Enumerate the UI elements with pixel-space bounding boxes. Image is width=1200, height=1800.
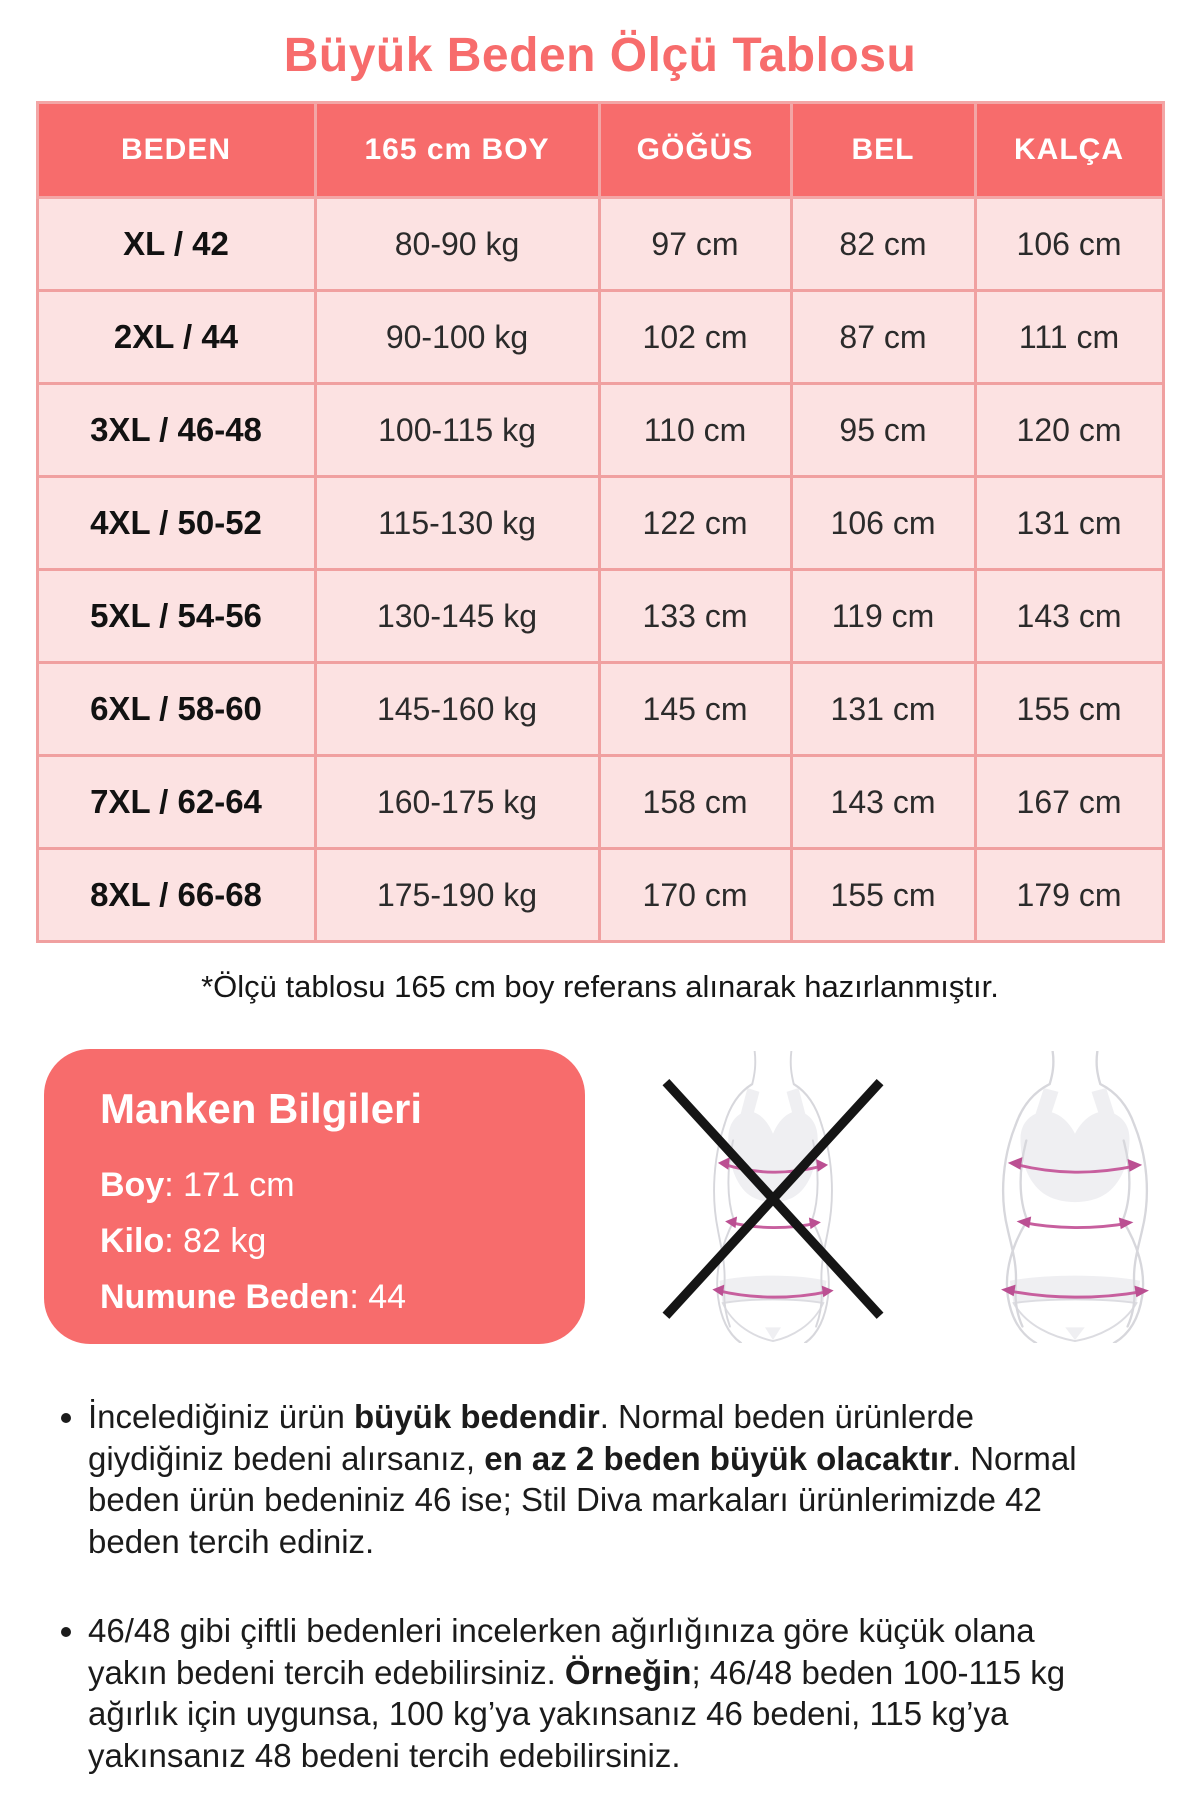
table-row <box>37 198 1163 291</box>
measurement-cell: 120 cm <box>975 384 1163 477</box>
column-header: BEDEN <box>37 103 315 198</box>
size-table <box>36 101 1165 943</box>
size-label-cell: 3XL / 46-48 <box>37 384 315 477</box>
model-info-section <box>44 1049 1200 1344</box>
size-table-body <box>37 198 1163 942</box>
size-table-header-row <box>37 103 1163 198</box>
measurement-cell: 95 cm <box>791 384 975 477</box>
measurement-cell: 90-100 kg <box>315 291 599 384</box>
size-label-cell: 8XL / 66-68 <box>37 849 315 942</box>
measurement-cell: 82 cm <box>791 198 975 291</box>
measurement-cell: 97 cm <box>599 198 791 291</box>
bullet-item: • 46/48 gibi çiftli bedenleri incelerken ağırlığınıza göre küçük olana yakın bedeni tercih edebilirsiniz. Örneğin; 46/48 beden 100-115 kg ağırlık için uygunsa, 100 kg’ya yakınsanız 46 bedeni, 115 kg’ya yakınsanız 48 bedeni tercih edebilirsiniz. <box>88 1610 1103 1776</box>
reference-note: *Ölçü tablosu 165 cm boy referans alınarak hazırlanmıştır. <box>201 969 999 1004</box>
measurement-cell: 145-160 kg <box>315 663 599 756</box>
measurement-cell: 100-115 kg <box>315 384 599 477</box>
table-row <box>37 849 1163 942</box>
size-label-cell: 4XL / 50-52 <box>37 477 315 570</box>
measurement-cell: 179 cm <box>975 849 1163 942</box>
column-header: GÖĞÜS <box>599 103 791 198</box>
model-info-title: Manken Bilgileri <box>100 1085 423 1132</box>
measurement-cell: 133 cm <box>599 570 791 663</box>
measurement-cell: 143 cm <box>791 756 975 849</box>
measurement-cell: 122 cm <box>599 477 791 570</box>
measurement-cell: 155 cm <box>791 849 975 942</box>
measurement-cell: 158 cm <box>599 756 791 849</box>
column-header: BEL <box>791 103 975 198</box>
table-row <box>37 570 1163 663</box>
measurement-cell: 143 cm <box>975 570 1163 663</box>
measurement-cell: 170 cm <box>599 849 791 942</box>
measurement-cell: 145 cm <box>599 663 791 756</box>
table-row <box>37 384 1163 477</box>
size-label-cell: 5XL / 54-56 <box>37 570 315 663</box>
measurement-cell: 110 cm <box>599 384 791 477</box>
bullet-item: • İncelediğiniz ürün büyük bedendir. Normal beden ürünlerde giydiğiniz bedeni alırsanız, en az 2 beden büyük olacaktır. Normal beden ürün bedeniniz 46 ise; Stil Diva markaları ürünlerimizde 42 beden tercih ediniz. <box>88 1396 1103 1562</box>
measurement-cell: 160-175 kg <box>315 756 599 849</box>
measurement-cell: 111 cm <box>975 291 1163 384</box>
size-label-cell: 2XL / 44 <box>37 291 315 384</box>
table-row <box>37 291 1163 384</box>
plus-size-body-icon <box>953 1051 1197 1343</box>
table-row <box>37 756 1163 849</box>
size-label-cell: XL / 42 <box>37 198 315 291</box>
measurement-cell: 175-190 kg <box>315 849 599 942</box>
measurement-cell: 131 cm <box>791 663 975 756</box>
column-header: 165 cm BOY <box>315 103 599 198</box>
table-row <box>37 663 1163 756</box>
measurement-cell: 130-145 kg <box>315 570 599 663</box>
measurement-cell: 106 cm <box>975 198 1163 291</box>
model-info-lines <box>100 1157 555 1325</box>
model-info-card <box>44 1049 585 1344</box>
measurement-cell: 167 cm <box>975 756 1163 849</box>
model-info-line: Numune Beden: 44 <box>100 1278 407 1316</box>
page-title: Büyük Beden Ölçü Tablosu <box>283 29 917 82</box>
model-info-line: Kilo: 82 kg <box>100 1222 267 1260</box>
size-label-cell: 7XL / 62-64 <box>37 756 315 849</box>
measurement-cell: 119 cm <box>791 570 975 663</box>
figure-illustrations <box>651 1051 1197 1343</box>
table-row <box>37 477 1163 570</box>
measurement-cell: 115-130 kg <box>315 477 599 570</box>
measurement-cell: 131 cm <box>975 477 1163 570</box>
measurement-cell: 106 cm <box>791 477 975 570</box>
measurement-cell: 80-90 kg <box>315 198 599 291</box>
measurement-cell: 87 cm <box>791 291 975 384</box>
info-bullets <box>0 1396 1200 1776</box>
slim-body-crossed-icon <box>651 1051 895 1343</box>
size-label-cell: 6XL / 58-60 <box>37 663 315 756</box>
measurement-cell: 155 cm <box>975 663 1163 756</box>
model-info-line: Boy: 171 cm <box>100 1166 295 1204</box>
measurement-cell: 102 cm <box>599 291 791 384</box>
column-header: KALÇA <box>975 103 1163 198</box>
